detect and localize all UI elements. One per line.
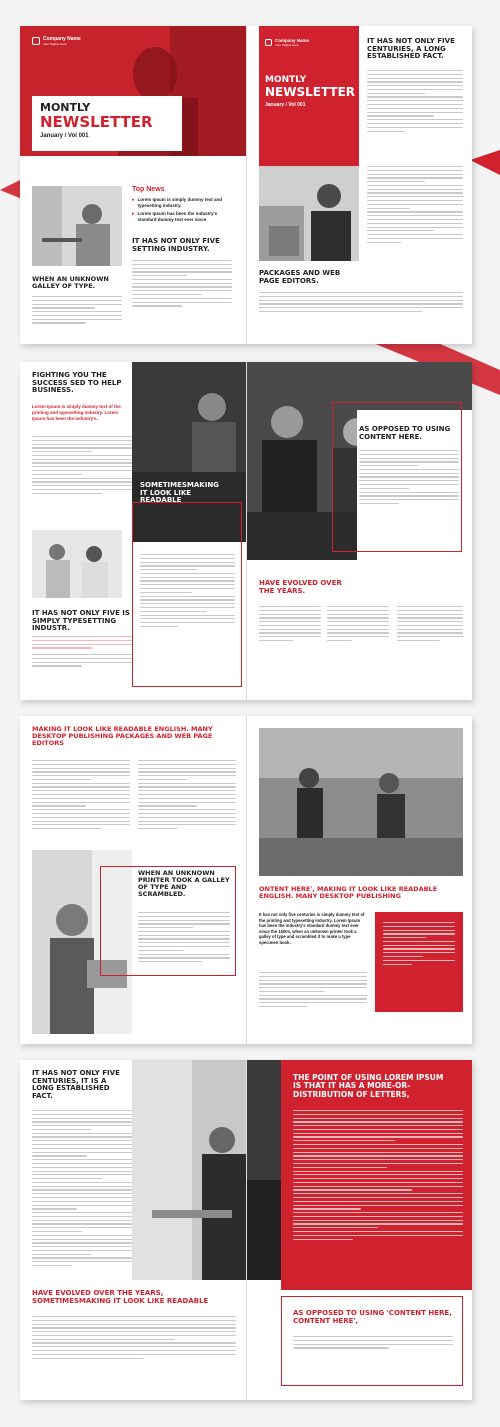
office-team-photo	[259, 728, 463, 876]
cover-right-page	[246, 26, 472, 344]
title-main: NEWSLETTER	[40, 113, 153, 132]
issue: January / Vol 001	[265, 102, 306, 108]
cover-page	[20, 26, 246, 344]
tagline: Your Tagline Here	[275, 43, 299, 47]
cover-mid-heading: IT HAS NOT ONLY FIVE SETTING INDUSTRY.	[132, 237, 220, 253]
businesswoman-photo	[259, 166, 359, 261]
spread2-left-page	[20, 362, 246, 700]
spread2-right-page	[246, 362, 472, 700]
title-top: MONTLY	[40, 101, 91, 114]
handshake-photo-left	[132, 1060, 246, 1280]
cover-left-heading: WHEN AN UNKNOWN GALLEY OF TYPE.	[32, 275, 109, 291]
company-name: Company Name	[43, 36, 81, 42]
office-photo	[32, 186, 122, 266]
spread3-box-heading: WHEN AN UNKNOWN PRINTER TOOK A GALLEY OF TYPE AND SCRAMBLED.	[138, 869, 230, 899]
spread3-right-intro: It has not only five centuries is simply dummy text of the printing and typesetting industry. Lorem Ipsum has been the industry's standard dummy text ever since the 1500s, when an unknown printer took a galley of type and scrambled it to make a type specimen book.	[259, 912, 365, 945]
top-news-item: Lorem Ipsum has been the industry's standard dummy text ever since	[137, 211, 218, 222]
title-box	[32, 96, 182, 151]
spread4-right-bottom-heading: AS OPPOSED TO USING 'CONTENT HERE, CONTENT HERE',	[293, 1309, 452, 1325]
title-top: MONTLY	[265, 75, 307, 85]
top-news-title: Top News	[132, 186, 165, 193]
bullet-icon: ▸	[132, 211, 135, 217]
spread4-right-page	[246, 1060, 472, 1400]
spread-2	[20, 362, 472, 700]
spread2-heading2: IT HAS NOT ONLY FIVE IS SIMPLY TYPESETTING INDUSTR.	[32, 609, 130, 633]
spread4-left-bottom-heading: HAVE EVOLVED OVER THE YEARS, SOMETIMESMAKING IT LOOK LIKE READABLE	[32, 1289, 209, 1305]
handshake-photo-right	[247, 1060, 281, 1280]
spread3-left-page	[20, 716, 246, 1044]
bullet-icon: ▸	[132, 197, 135, 203]
tagline: Your Tagline Here	[43, 42, 67, 46]
logo-icon	[265, 39, 272, 46]
bottom-heading: PACKAGES AND WEB PAGE EDITORS.	[259, 269, 341, 285]
top-news-item: Lorem Ipsum is simply dummy text and typesetting industry.	[137, 197, 223, 208]
spread2-intro: Lorem Ipsum is simply dummy text of the printing and typesetting industry. Lorem Ipsum has been the industry's.	[32, 404, 121, 421]
cover-spread	[20, 26, 472, 344]
spread3-right-page	[246, 716, 472, 1044]
spread-3	[20, 716, 472, 1044]
logo-icon	[32, 37, 40, 45]
spread4-left-heading: IT HAS NOT ONLY FIVE CENTURIES, IT IS A LONG ESTABLISHED FACT.	[32, 1069, 120, 1101]
spread2-heading1: FIGHTING YOU THE SUCCESS SED TO HELP BUSINESS.	[32, 371, 122, 395]
right-heading: IT HAS NOT ONLY FIVE CENTURIES, A LONG ESTABLISHED FACT.	[367, 37, 455, 61]
title-main: NEWSLETTER	[265, 85, 356, 99]
issue: January / Vol 001	[40, 132, 89, 139]
spread4-left-page	[20, 1060, 246, 1400]
spread3-top-heading: MAKING IT LOOK LIKE READABLE ENGLISH. MANY DESKTOP PUBLISHING PACKAGES AND WEB PAGE EDITORS	[32, 725, 213, 748]
overlay-heading: SOMETIMESMAKING IT LOOK LIKE READABLE	[140, 481, 219, 505]
spread-4	[20, 1060, 472, 1400]
company-name: Company Name	[275, 38, 310, 43]
spread4-right-heading: THE POINT OF USING LOREM IPSUM IS THAT IT HAS A MORE-OR-DISTRIBUTION OF LETTERS,	[293, 1073, 444, 1099]
scientists-photo	[32, 530, 122, 598]
spread2-right-heading: AS OPPOSED TO USING CONTENT HERE.	[359, 425, 451, 441]
spread2-right-red-heading: HAVE EVOLVED OVER THE YEARS.	[259, 579, 342, 595]
spread3-right-red-heading: ONTENT HERE', MAKING IT LOOK LIKE READABLE ENGLISH. MANY DESKTOP PUBLISHING	[259, 885, 438, 901]
